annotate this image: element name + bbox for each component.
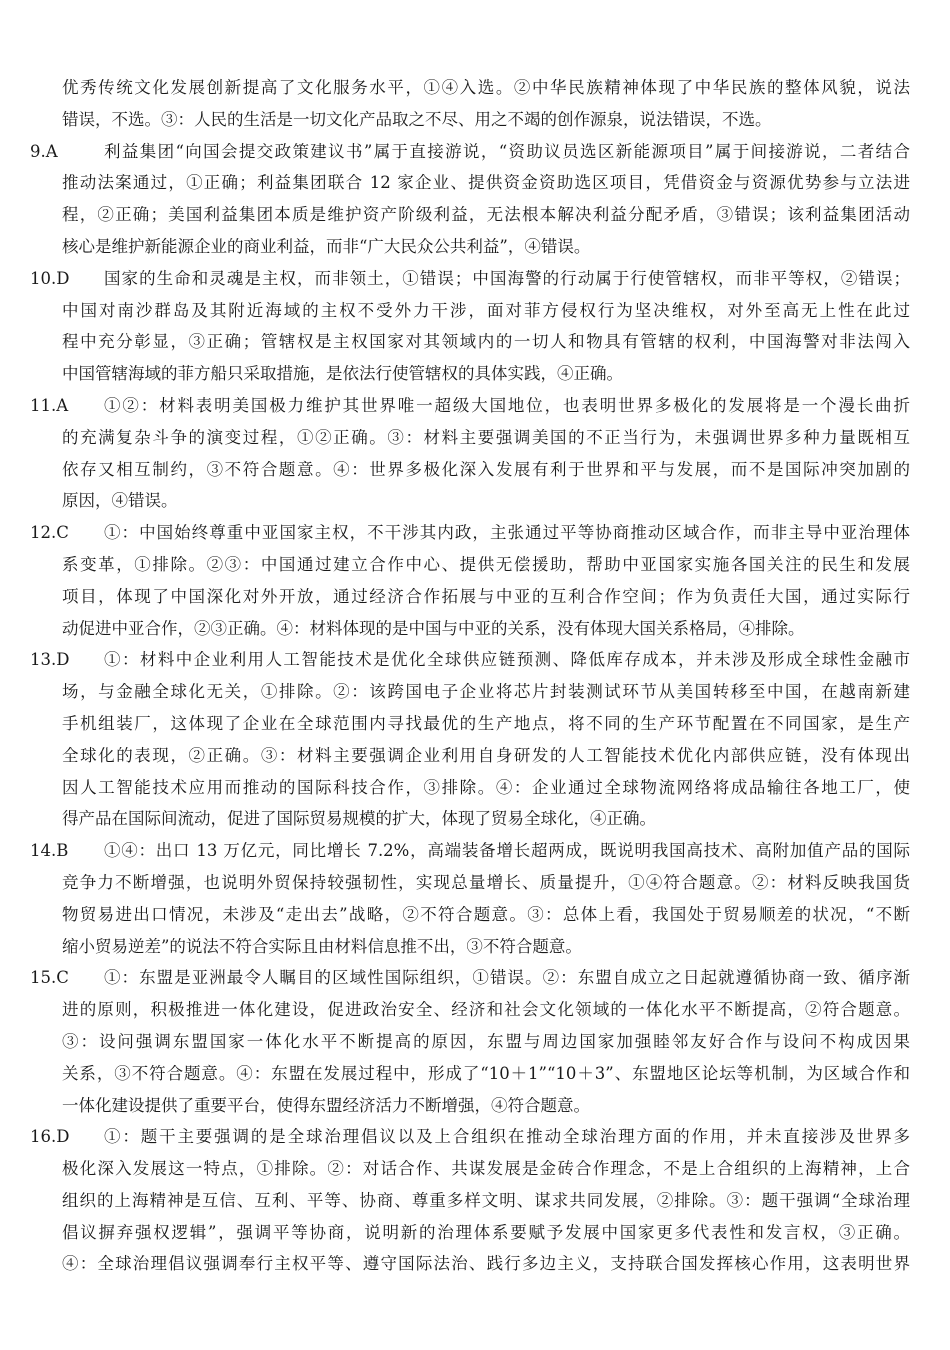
explanation-line: 场，与金融全球化无关，①排除。②：该跨国电子企业将芯片封装测试环节从美国转移至中国，在越南新建 (62, 682, 910, 702)
explanation-line: 国家的生命和灵魂是主权，而非领土，①错误；中国海警的行动属于行使管辖权，而非平等权，②错误； (104, 268, 910, 288)
explanation-line: 进的原则，积极推进一体化建设，促进政治安全、经济和社会文化领域的一体化水平不断提高，②符合题意。 (62, 1000, 910, 1020)
explanation-line: 中国管辖海域的菲方船只采取措施，是依法行使管辖权的具体实践，④正确。 (62, 364, 623, 384)
question-number-answer: 16.D (30, 1127, 70, 1147)
explanation-line: 核心是维护新能源企业的商业利益，而非“广大民众公共利益”，④错误。 (62, 236, 591, 256)
explanation-line: 全球化的表现，②正确。③：材料主要强调企业利用自身研发的人工智能技术优化内部供应链，没有体现出 (62, 745, 910, 765)
explanation-line: 组织的上海精神是互信、互利、平等、协商、尊重多样文明、谋求共同发展，②排除。③：题干强调“全球治理 (62, 1190, 910, 1210)
answer-item (30, 644, 910, 835)
question-number-answer: 10.D (30, 268, 70, 288)
explanation-line: 物贸易进出口情况，未涉及“走出去”战略，②不符合题意。③：总体上看，我国处于贸易顺差的状况，“不断 (62, 904, 910, 924)
explanation-line: ③：设问强调东盟国家一体化水平不断提高的原因，东盟与周边国家加强睦邻友好合作与设问不构成因果 (62, 1031, 910, 1051)
answer-explanations-page (30, 72, 910, 1280)
explanation-line: 项目，体现了中国深化对外开放，通过经济合作拓展与中亚的互利合作空间；作为负责任大国，通过实际行 (62, 586, 910, 606)
question-number-answer: 12.C (30, 523, 69, 543)
question-number-answer: 11.A (30, 395, 69, 415)
explanation-line: 错误，不选。③：人民的生活是一切文化产品取之不尽、用之不竭的创作源泉，说法错误，不选。 (62, 109, 772, 129)
answer-item (30, 1121, 910, 1280)
answer-item (30, 390, 910, 517)
explanation-line: ①：材料中企业利用人工智能技术是优化全球供应链预测、降低库存成本，并未涉及形成全球性金融市 (104, 650, 910, 670)
explanation-line: 系变革，①排除。②③：中国通过建立合作中心、提供无偿援助，帮助中亚国家实施各国关注的民生和发展 (62, 554, 910, 574)
explanation-line: 动促进中亚合作，②③正确。④：材料体现的是中国与中亚的关系，没有体现大国关系格局，④排除。 (62, 618, 805, 638)
explanation-line: 原因，④错误。 (62, 491, 178, 511)
explanation-line: 中国对南沙群岛及其附近海域的主权不受外力干涉，面对菲方侵权行为坚决维权，对外至高无上性在此过 (62, 300, 910, 320)
explanation-line: 利益集团“向国会提交政策建议书”属于直接游说，“资助议员选区新能源项目”属于间接游说，二者结合 (104, 141, 910, 161)
explanation-line: 优秀传统文化发展创新提高了文化服务水平，①④入选。②中华民族精神体现了中华民族的整体风貌，说法 (62, 78, 910, 97)
explanation-line: 推动法案通过，①正确；利益集团联合 12 家企业、提供资金资助选区项目，凭借资金与资源优势参与立法进 (62, 173, 910, 193)
explanation-line: 缩小贸易逆差”的说法不符合实际且由材料信息推不出，③不符合题意。 (62, 936, 582, 956)
explanation-line: ①：题干主要强调的是全球治理倡议以及上合组织在推动全球治理方面的作用，并未直接涉及世界多 (104, 1127, 910, 1147)
explanation-line: 程中充分彰显，③正确；管辖权是主权国家对其领域内的一切人和物具有管辖的权利，中国海警对非法闯入 (62, 332, 910, 352)
explanation-line: 依存又相互制约，③不符合题意。④：世界多极化深入发展有利于世界和平与发展，而不是国际冲突加剧的 (62, 459, 910, 479)
explanation-line: ④：全球治理倡议强调奉行主权平等、遵守国际法治、践行多边主义，支持联合国发挥核心作用，这表明世界 (62, 1254, 910, 1274)
explanation-line: 竞争力不断增强，也说明外贸保持较强韧性，实现总量增长、质量提升，①④符合题意。②：材料反映我国货 (62, 872, 910, 892)
question-number-answer: 13.D (30, 650, 70, 670)
explanation-line: 一体化建设提供了重要平台，使得东盟经济活力不断增强，④符合题意。 (62, 1095, 590, 1115)
question-number-answer: 14.B (30, 841, 69, 861)
answer-item (30, 72, 910, 136)
answer-item (30, 835, 910, 962)
explanation-line: 的充满复杂斗争的演变过程，①②正确。③：材料主要强调美国的不正当行为，未强调世界多种力量既相互 (62, 427, 910, 447)
explanation-line: ①②：材料表明美国极力维护其世界唯一超级大国地位，也表明世界多极化的发展将是一个漫长曲折 (104, 395, 910, 415)
explanation-line: 因人工智能技术应用而推动的国际科技合作，③排除。④：企业通过全球物流网络将成品输往各地工厂，使 (62, 777, 910, 797)
explanation-line: ①：东盟是亚洲最令人瞩目的区域性国际组织，①错误。②：东盟自成立之日起就遵循协商一致、循序渐 (104, 968, 910, 988)
answer-item (30, 962, 910, 1121)
question-number-answer: 9.A (30, 141, 58, 161)
explanation-line: ①：中国始终尊重中亚国家主权，不干涉其内政，主张通过平等协商推动区域合作，而非主导中亚治理体 (104, 523, 910, 543)
explanation-line: 关系，③不符合题意。④：东盟在发展过程中，形成了“10＋1”“10＋3”、东盟地区论坛等机制，为区域合作和 (62, 1063, 910, 1083)
explanation-line: 程，②正确；美国利益集团本质是维护资产阶级利益，无法根本解决利益分配矛盾，③错误；该利益集团活动 (62, 205, 910, 225)
explanation-line: 得产品在国际间流动，促进了国际贸易规模的扩大，体现了贸易全球化，④正确。 (62, 809, 656, 829)
explanation-line: 倡议摒弃强权逻辑”，强调平等协商，说明新的治理体系要赋予发展中国家更多代表性和发言权，③正确。 (62, 1222, 910, 1242)
answer-item (30, 517, 910, 644)
question-number-answer: 15.C (30, 968, 69, 988)
explanation-line: 手机组装厂，这体现了企业在全球范围内寻找最优的生产地点，将不同的生产环节配置在不同国家，是生产 (62, 713, 910, 733)
answer-item (30, 263, 910, 390)
explanation-line: 极化深入发展这一特点，①排除。②：对话合作、共谋发展是金砖合作理念，不是上合组织的上海精神，上合 (62, 1159, 910, 1179)
answer-item (30, 136, 910, 263)
explanation-line: ①④：出口 13 万亿元，同比增长 7.2%，高端装备增长超两成，既说明我国高技术、高附加值产品的国际 (104, 841, 910, 861)
